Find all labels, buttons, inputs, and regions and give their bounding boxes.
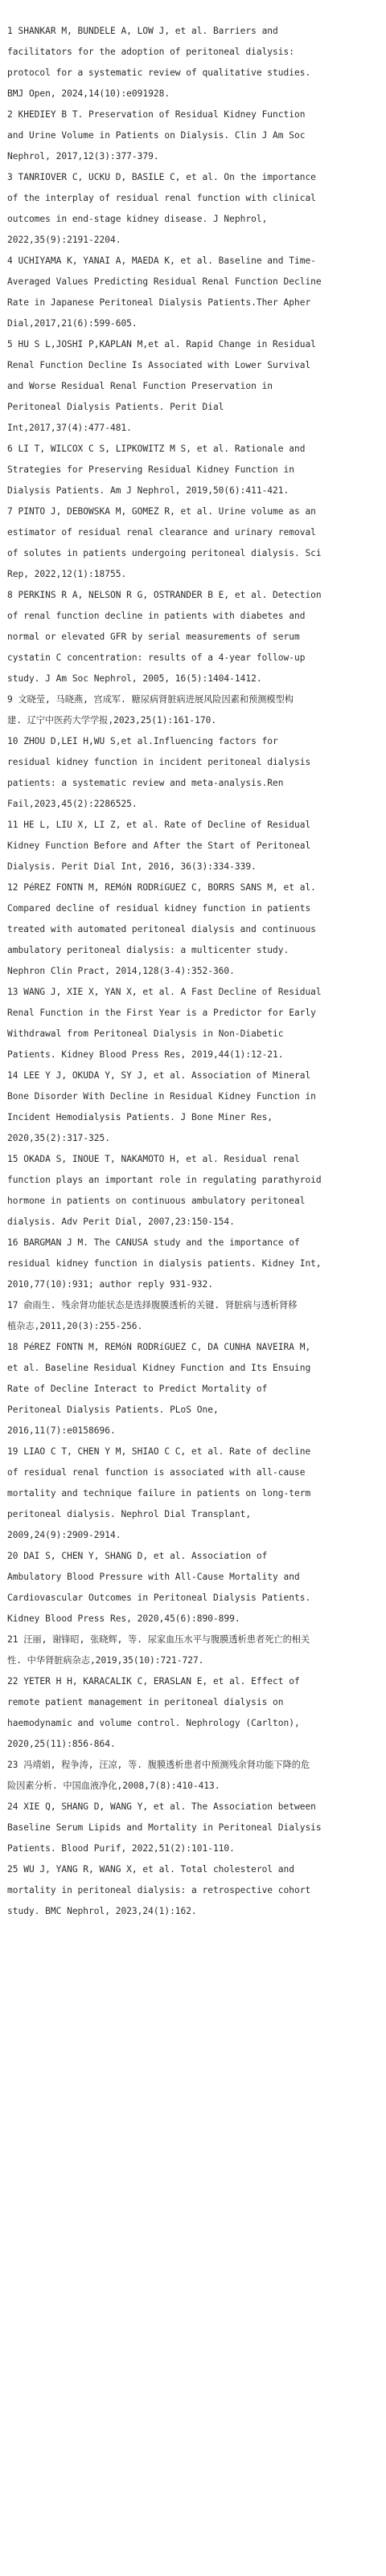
reference-item: 9 文晓莹, 马晓燕, 宫成军. 糖尿病肾脏病进展风险因素和预测模型构 建. 辽宁中医药大学学报,2023,25(1):161-170. bbox=[7, 694, 294, 726]
reference-item: 12 PéREZ FONTN M, REMóN RODRíGUEZ C, BORRS SANS M, et al. Compared decline of residual kidney function in patients treated with automated peritoneal dialysis and continuous ambulatory peritoneal dialysis: a multicenter study. Nephron Clin Pract, 2014,128(3-4):352-360. bbox=[7, 882, 316, 976]
reference-item: 13 WANG J, XIE X, YAN X, et al. A Fast Decline of Residual Renal Function in the First Year is a Predictor for Early Withdrawal from Peritoneal Dialysis in Non-Diabetic Patients. Kidney Blood Press Res, 2019,44(1):12-21. bbox=[7, 987, 322, 1060]
reference-item: 8 PERKINS R A, NELSON R G, OSTRANDER B E, et al. Detection of renal function decline in patients with diabetes and normal or elevated GFR by serial measurements of serum cystatin C concentration: results of a 4-year follow-up study. J Am Soc Nephrol, 2005, 16(5):1404-1412. bbox=[7, 590, 322, 684]
reference-item: 25 WU J, YANG R, WANG X, et al. Total cholesterol and mortality in peritoneal dialysis: a retrospective cohort study. BMC Nephrol, 2023,24(1):162. bbox=[7, 1864, 311, 1916]
reference-item: 3 TANRIOVER C, UCKU D, BASILE C, et al. On the importance of the interplay of residual renal function with clinical outcomes in end-stage kidney disease. J Nephrol, 2022,35(9):2191-2204. bbox=[7, 172, 316, 245]
reference-item: 2 KHEDIEY B T. Preservation of Residual Kidney Function and Urine Volume in Patients on Dialysis. Clin J Am Soc Nephrol, 2017,12(3):377-379. bbox=[7, 109, 306, 162]
reference-item: 10 ZHOU D,LEI H,WU S,et al.Influencing factors for residual kidney function in incident peritoneal dialysis patients: a systematic review and meta-analysis.Ren Fail,2023,45(2):2286525. bbox=[7, 736, 311, 809]
reference-item: 23 冯靖娟, 程争涛, 汪凉, 等. 腹膜透析患者中预测残余肾功能下降的危 险因素分析. 中国血液净化,2008,7(8):410-413. bbox=[7, 1760, 310, 1791]
reference-item: 6 LI T, WILCOX C S, LIPKOWITZ M S, et al. Rationale and Strategies for Preserving Residual Kidney Function in Dialysis Patients. Am J Nephrol, 2019,50(6):411-421. bbox=[7, 444, 306, 496]
reference-item: 4 UCHIYAMA K, YANAI A, MAEDA K, et al. Baseline and Time- Averaged Values Predicting Residual Renal Function Decline Rate in Japanese Peritoneal Dialysis Patients.Ther Apher Dial,2017,21(6):599-605. bbox=[7, 256, 322, 329]
reference-item: 15 OKADA S, INOUE T, NAKAMOTO H, et al. Residual renal function plays an important role in regulating parathyroid hormone in patients on continuous ambulatory peritoneal dialysis. Adv Perit Dial, 2007,23:150-154. bbox=[7, 1154, 322, 1227]
reference-item: 11 HE L, LIU X, LI Z, et al. Rate of Decline of Residual Kidney Function Before and After the Start of Peritoneal Dialysis. Perit Dial Int, 2016, 36(3):334-339. bbox=[7, 820, 311, 872]
reference-item: 5 HU S L,JOSHI P,KAPLAN M,et al. Rapid Change in Residual Renal Function Decline Is Associated with Lower Survival and Worse Residual Renal Function Preservation in Peritoneal Dialysis Patients. Perit Dial Int,2017,37(4):477-481. bbox=[7, 339, 316, 433]
reference-item: 16 BARGMAN J M. The CANUSA study and the importance of residual kidney function in dialysis patients. Kidney Int, 2010,77(10):931; author reply 931-932. bbox=[7, 1237, 322, 1290]
reference-item: 24 XIE Q, SHANG D, WANG Y, et al. The Association between Baseline Serum Lipids and Mortality in Peritoneal Dialysis Patients. Blood Purif, 2022,51(2):101-110. bbox=[7, 1801, 322, 1854]
reference-item: 7 PINTO J, DEBOWSKA M, GOMEZ R, et al. Urine volume as an estimator of residual renal clearance and urinary removal of solutes in patients undergoing peritoneal dialysis. Sci Rep, 2022,12(1):18755. bbox=[7, 506, 322, 579]
reference-item: 20 DAI S, CHEN Y, SHANG D, et al. Association of Ambulatory Blood Pressure with All-Cause Mortality and Cardiovascular Outcomes in Peritoneal Dialysis Patients. Kidney Blood Press Res, 2020,45(6):890-899. bbox=[7, 1551, 311, 1624]
reference-list bbox=[7, 21, 379, 1922]
reference-item: 22 YETER H H, KARACALIK C, ERASLAN E, et al. Effect of remote patient management in peritoneal dialysis on haemodynamic and volume control. Nephrology (Carlton), 2020,25(11):856-864. bbox=[7, 1676, 300, 1749]
reference-item: 14 LEE Y J, OKUDA Y, SY J, et al. Association of Mineral Bone Disorder With Decline in Residual Kidney Function in Incident Hemodialysis Patients. J Bone Miner Res, 2020,35(2):317-325. bbox=[7, 1070, 316, 1143]
reference-item: 17 俞雨生. 残余肾功能状态是选择腹膜透析的关键. 肾脏病与透析肾移 植杂志,2011,20(3):255-256. bbox=[7, 1300, 298, 1331]
reference-item: 18 PéREZ FONTN M, REMóN RODRíGUEZ C, DA CUNHA NAVEIRA M, et al. Baseline Residual Kidney Function and Its Ensuing Rate of Decline Interact to Predict Mortality of Peritoneal Dialysis Patients. PLoS One, 2016,11(7):e0158696. bbox=[7, 1342, 311, 1436]
reference-item: 1 SHANKAR M, BUNDELE A, LOW J, et al. Barriers and facilitators for the adoption of peritoneal dialysis: protocol for a systematic review of qualitative studies. BMJ Open, 2024,14(10):e091928. bbox=[7, 26, 311, 99]
reference-item: 21 汪丽, 谢锋昭, 张晓辉, 等. 尿家血压水平与腹膜透析患者死亡的相关 性. 中华肾脏病杂志,2019,35(10):721-727. bbox=[7, 1634, 310, 1666]
reference-item: 19 LIAO C T, CHEN Y M, SHIAO C C, et al. Rate of decline of residual renal function is associated with all-cause mortality and technique failure in patients on long-term peritoneal dialysis. Nephrol Dial Transplant, 2009,24(9):2909-2914. bbox=[7, 1446, 311, 1540]
